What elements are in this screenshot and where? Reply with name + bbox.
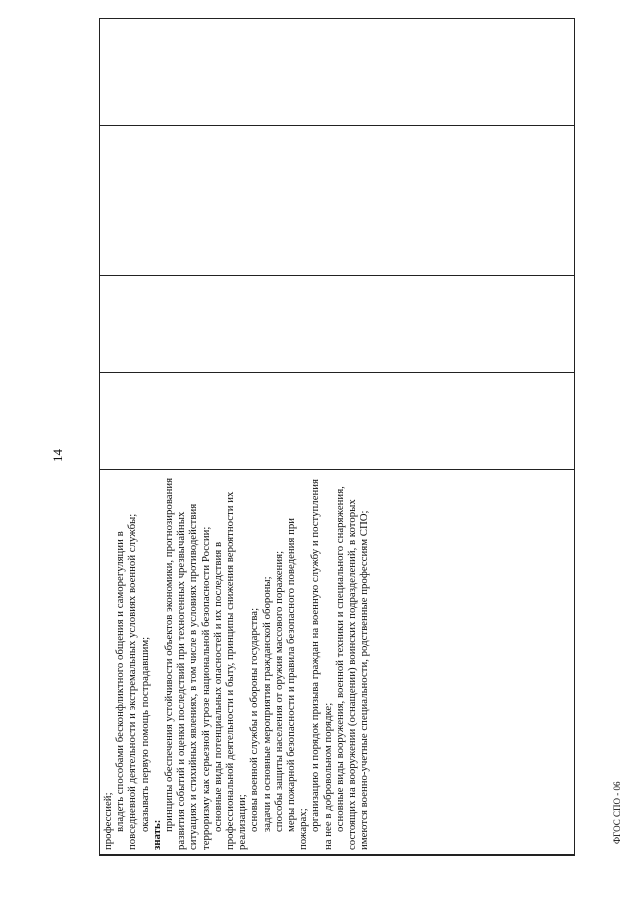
table-cell-knowledge: [100, 470, 574, 855]
table-line: основные виды вооружения, военной техники и специального снаряжения, состоящих на вооружении (оснащении) воинских подразделений, в которых имеются военно-учетные специальности, родственные профессиям СПО;: [333, 486, 371, 850]
table-cell-hours-class: [100, 276, 574, 373]
table-cell-index: [100, 126, 574, 276]
table-line: профессией;: [102, 792, 114, 850]
table-cell-hours-max: [100, 373, 574, 470]
footer-code: ФГОС СПО - 06: [612, 781, 622, 844]
table-line: меры пожарной безопасности и правила безопасного поведения при пожарах;: [285, 517, 310, 850]
table-line: принципы обеспечения устойчивости объектов экономики, прогнозирования развития событий и оценки последствий при техногенных чрезвычайных ситуациях и стихийных явлениях, в том числе в условиях противодействия терроризму как серьезной угрозе национальной безопасности России;: [163, 477, 212, 850]
page-number: 14: [50, 449, 65, 462]
table-line: оказывать первую помощь пострадавшим;: [138, 636, 151, 832]
table-line: организацию и порядок призыва граждан на военную службу и поступления на нее в добровольном порядке;: [309, 478, 334, 850]
table-line: основы военной службы и обороны государства;: [248, 607, 261, 832]
table-line: знать:: [150, 819, 163, 850]
competency-table: [99, 18, 575, 856]
table-line: способы защиты населения от оружия массового поражения;: [272, 550, 285, 832]
table-line: основные виды потенциальных опасностей и их последствия в профессиональной деятельности и быту, принципы снижения вероятности их реализации;: [211, 491, 249, 850]
table-line: владеть способами бесконфликтного общения и саморегуляции в повседневной деятельности и экстремальных условиях военной службы;: [114, 513, 139, 850]
table-cell-competencies: [100, 19, 574, 126]
table-line: задачи и основные мероприятия гражданской обороны;: [260, 576, 273, 832]
